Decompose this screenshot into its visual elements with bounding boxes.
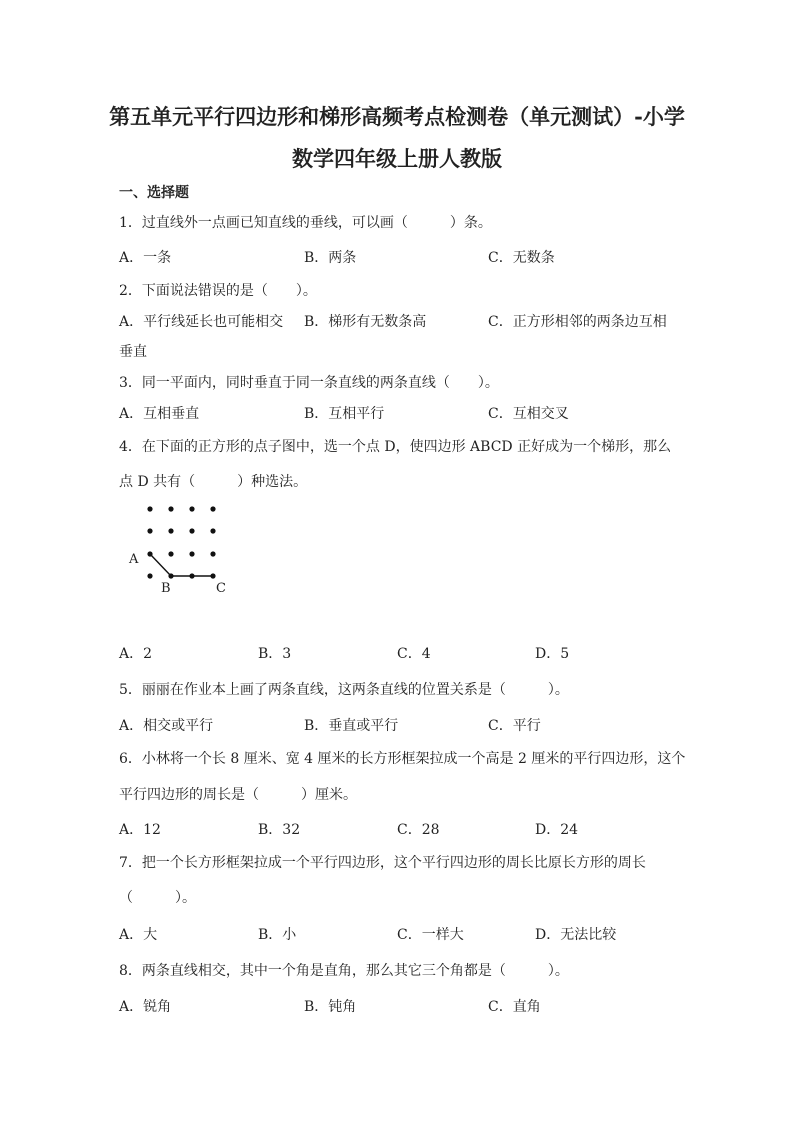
question-6-option-a: A．12	[119, 822, 161, 838]
question-4-option-b: B．3	[258, 646, 292, 662]
question-2-stem: 2．下面说法错误的是（ ）。	[119, 283, 317, 299]
question-7-stem-line-1: 7．把一个长方形框架拉成一个平行四边形，这个平行四边形的周长比原长方形的周长	[119, 855, 646, 871]
dot-grid-figure	[120, 498, 240, 602]
question-1-stem: 1．过直线外一点画已知直线的垂线，可以画（ ）条。	[119, 215, 492, 231]
question-7-option-a: A．大	[119, 927, 158, 943]
page-title-line-1: 第五单元平行四边形和梯形高频考点检测卷（单元测试）-小学	[109, 104, 685, 129]
question-6-option-c: C．28	[397, 822, 440, 838]
question-4-option-c: C．4	[397, 646, 431, 662]
question-7-option-d: D．无法比较	[535, 927, 617, 943]
question-8-option-b: B．钝角	[304, 999, 357, 1015]
question-8-option-a: A．锐角	[119, 999, 172, 1015]
point-label-a: A	[129, 552, 139, 567]
question-6-stem-line-2: 平行四边形的周长是（ ）厘米。	[119, 787, 357, 803]
question-2-option-a: A．平行线延长也可能相交	[119, 314, 284, 330]
question-7-option-c: C．一样大	[397, 927, 464, 943]
question-3-option-c: C．互相交叉	[488, 406, 569, 422]
question-5-option-b: B．垂直或平行	[304, 718, 399, 734]
question-6-option-d: D．24	[535, 822, 579, 838]
question-7-stem-line-2: （ ）。	[119, 890, 196, 906]
point-label-c: C	[216, 581, 226, 596]
question-2-option-b: B．梯形有无数条高	[304, 314, 427, 330]
question-3-stem: 3．同一平面内，同时垂直于同一条直线的两条直线（ ）。	[119, 375, 499, 391]
question-5-option-a: A．相交或平行	[119, 718, 214, 734]
segment-ab	[150, 554, 171, 576]
question-2-option-c: C．正方形相邻的两条边互相	[488, 314, 667, 330]
question-3-option-a: A．互相垂直	[119, 406, 200, 422]
question-4-option-d: D．5	[535, 646, 570, 662]
question-8-stem: 8．两条直线相交，其中一个角是直角，那么其它三个角都是（ ）。	[119, 963, 569, 979]
question-6-stem-line-1: 6．小林将一个长 8 厘米、宽 4 厘米的长方形框架拉成一个高是 2 厘米的平行四边形，这个	[119, 751, 686, 767]
question-8-option-c: C．直角	[488, 999, 541, 1015]
question-5-option-c: C．平行	[488, 718, 541, 734]
question-7-option-b: B．小	[258, 927, 297, 943]
question-6-option-b: B．32	[258, 822, 301, 838]
section-heading-choice: 一、选择题	[119, 185, 189, 201]
question-1-option-b: B．两条	[304, 250, 357, 266]
question-4-stem-line-2: 点 D 共有（ ）种选法。	[119, 474, 308, 490]
question-1-option-c: C．无数条	[488, 250, 555, 266]
question-5-stem: 5．丽丽在作业本上画了两条直线，这两条直线的位置关系是（ ）。	[119, 682, 569, 698]
question-4-option-a: A．2	[119, 646, 153, 662]
question-2-option-c-continuation: 垂直	[119, 344, 147, 360]
question-3-option-b: B．互相平行	[304, 406, 385, 422]
point-label-b: B	[161, 581, 171, 596]
dot-grid	[147, 506, 215, 578]
page-title-line-2: 数学四年级上册人教版	[292, 146, 502, 171]
question-1-option-a: A．一条	[119, 250, 172, 266]
question-4-stem-line-1: 4．在下面的正方形的点子图中，选一个点 D，使四边形 ABCD 正好成为一个梯形，那么	[119, 439, 672, 455]
